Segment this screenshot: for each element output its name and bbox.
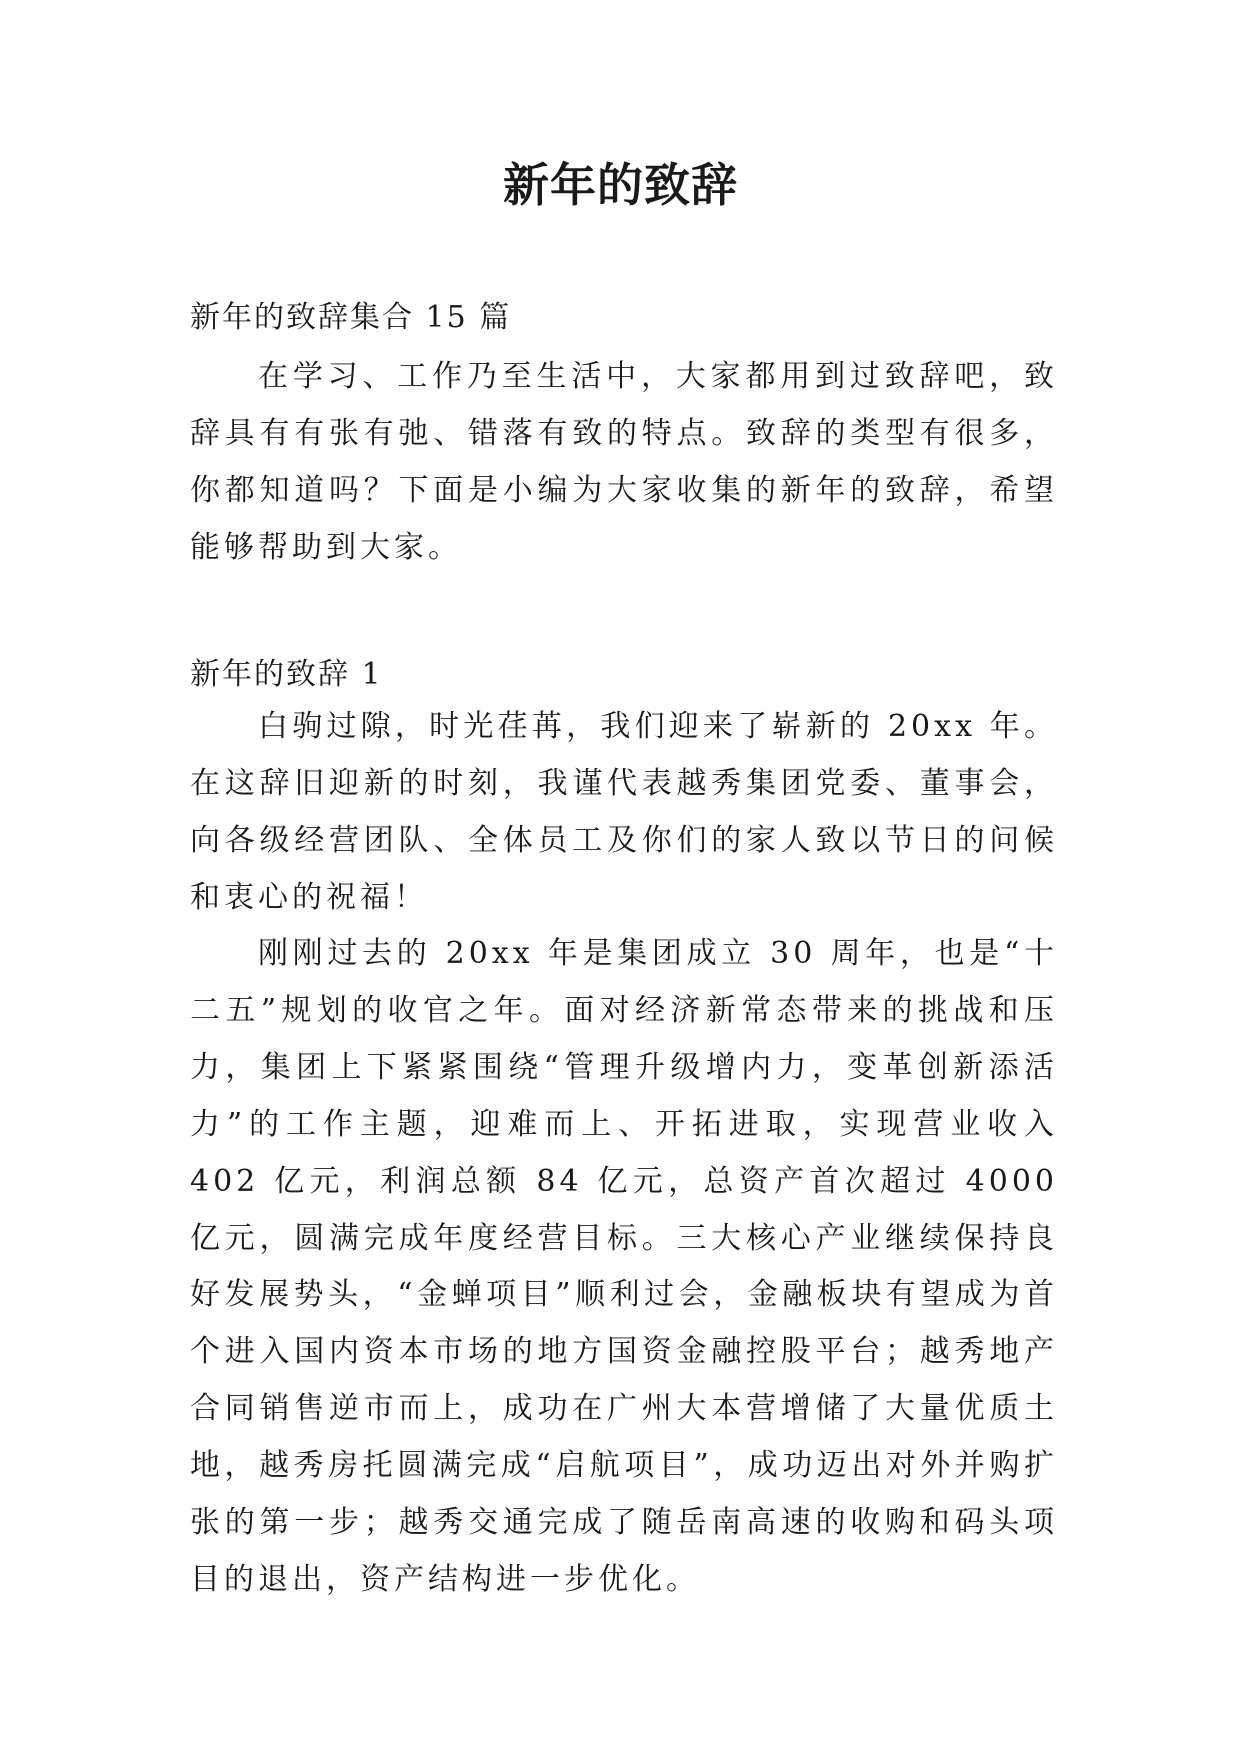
section1-paragraph-2: 刚刚过去的 20xx 年是集团成立 30 周年，也是“十二五”规划的收官之年。面对经济新常态带来的挑战和压力，集团上下紧紧围绕“管理升级增内力，变革创新添活力”的工作主题，迎难而上、开拓进取，实现营业收入 402 亿元，利润总额 84 亿元，总资产首次超过 4000 亿元，圆满完成年度经营目标。三大核心产业继续保持良好发展势头，“金蝉项目”顺利过会，金融板块有望成为首个进入国内资本市场的地方国资金融控股平台；越秀地产合同销售逆市而上，成功在广州大本营增储了大量优质土地，越秀房托圆满完成“启航项目”，成功迈出对外并购扩张的第一步；越秀交通完成了随岳南高速的收购和码头项目的退出，资产结构进一步优化。 xyxy=(190,936,1058,1597)
document-title: 新年的致辞 xyxy=(503,158,738,212)
intro-heading: 新年的致辞集合 15 篇 xyxy=(190,300,512,335)
section1-paragraph-1: 白驹过隙，时光荏苒，我们迎来了崭新的 20xx 年。在这辞旧迎新的时刻，我谨代表越秀集团党委、董事会，向各级经营团队、全体员工及你们的家人致以节日的问候和衷心的祝福！ xyxy=(190,709,1058,915)
section1-heading: 新年的致辞 1 xyxy=(190,657,383,692)
intro-paragraph: 在学习、工作乃至生活中，大家都用到过致辞吧，致辞具有有张有弛、错落有致的特点。致辞的类型有很多，你都知道吗？下面是小编为大家收集的新年的致辞，希望能够帮助到大家。 xyxy=(190,359,1058,565)
